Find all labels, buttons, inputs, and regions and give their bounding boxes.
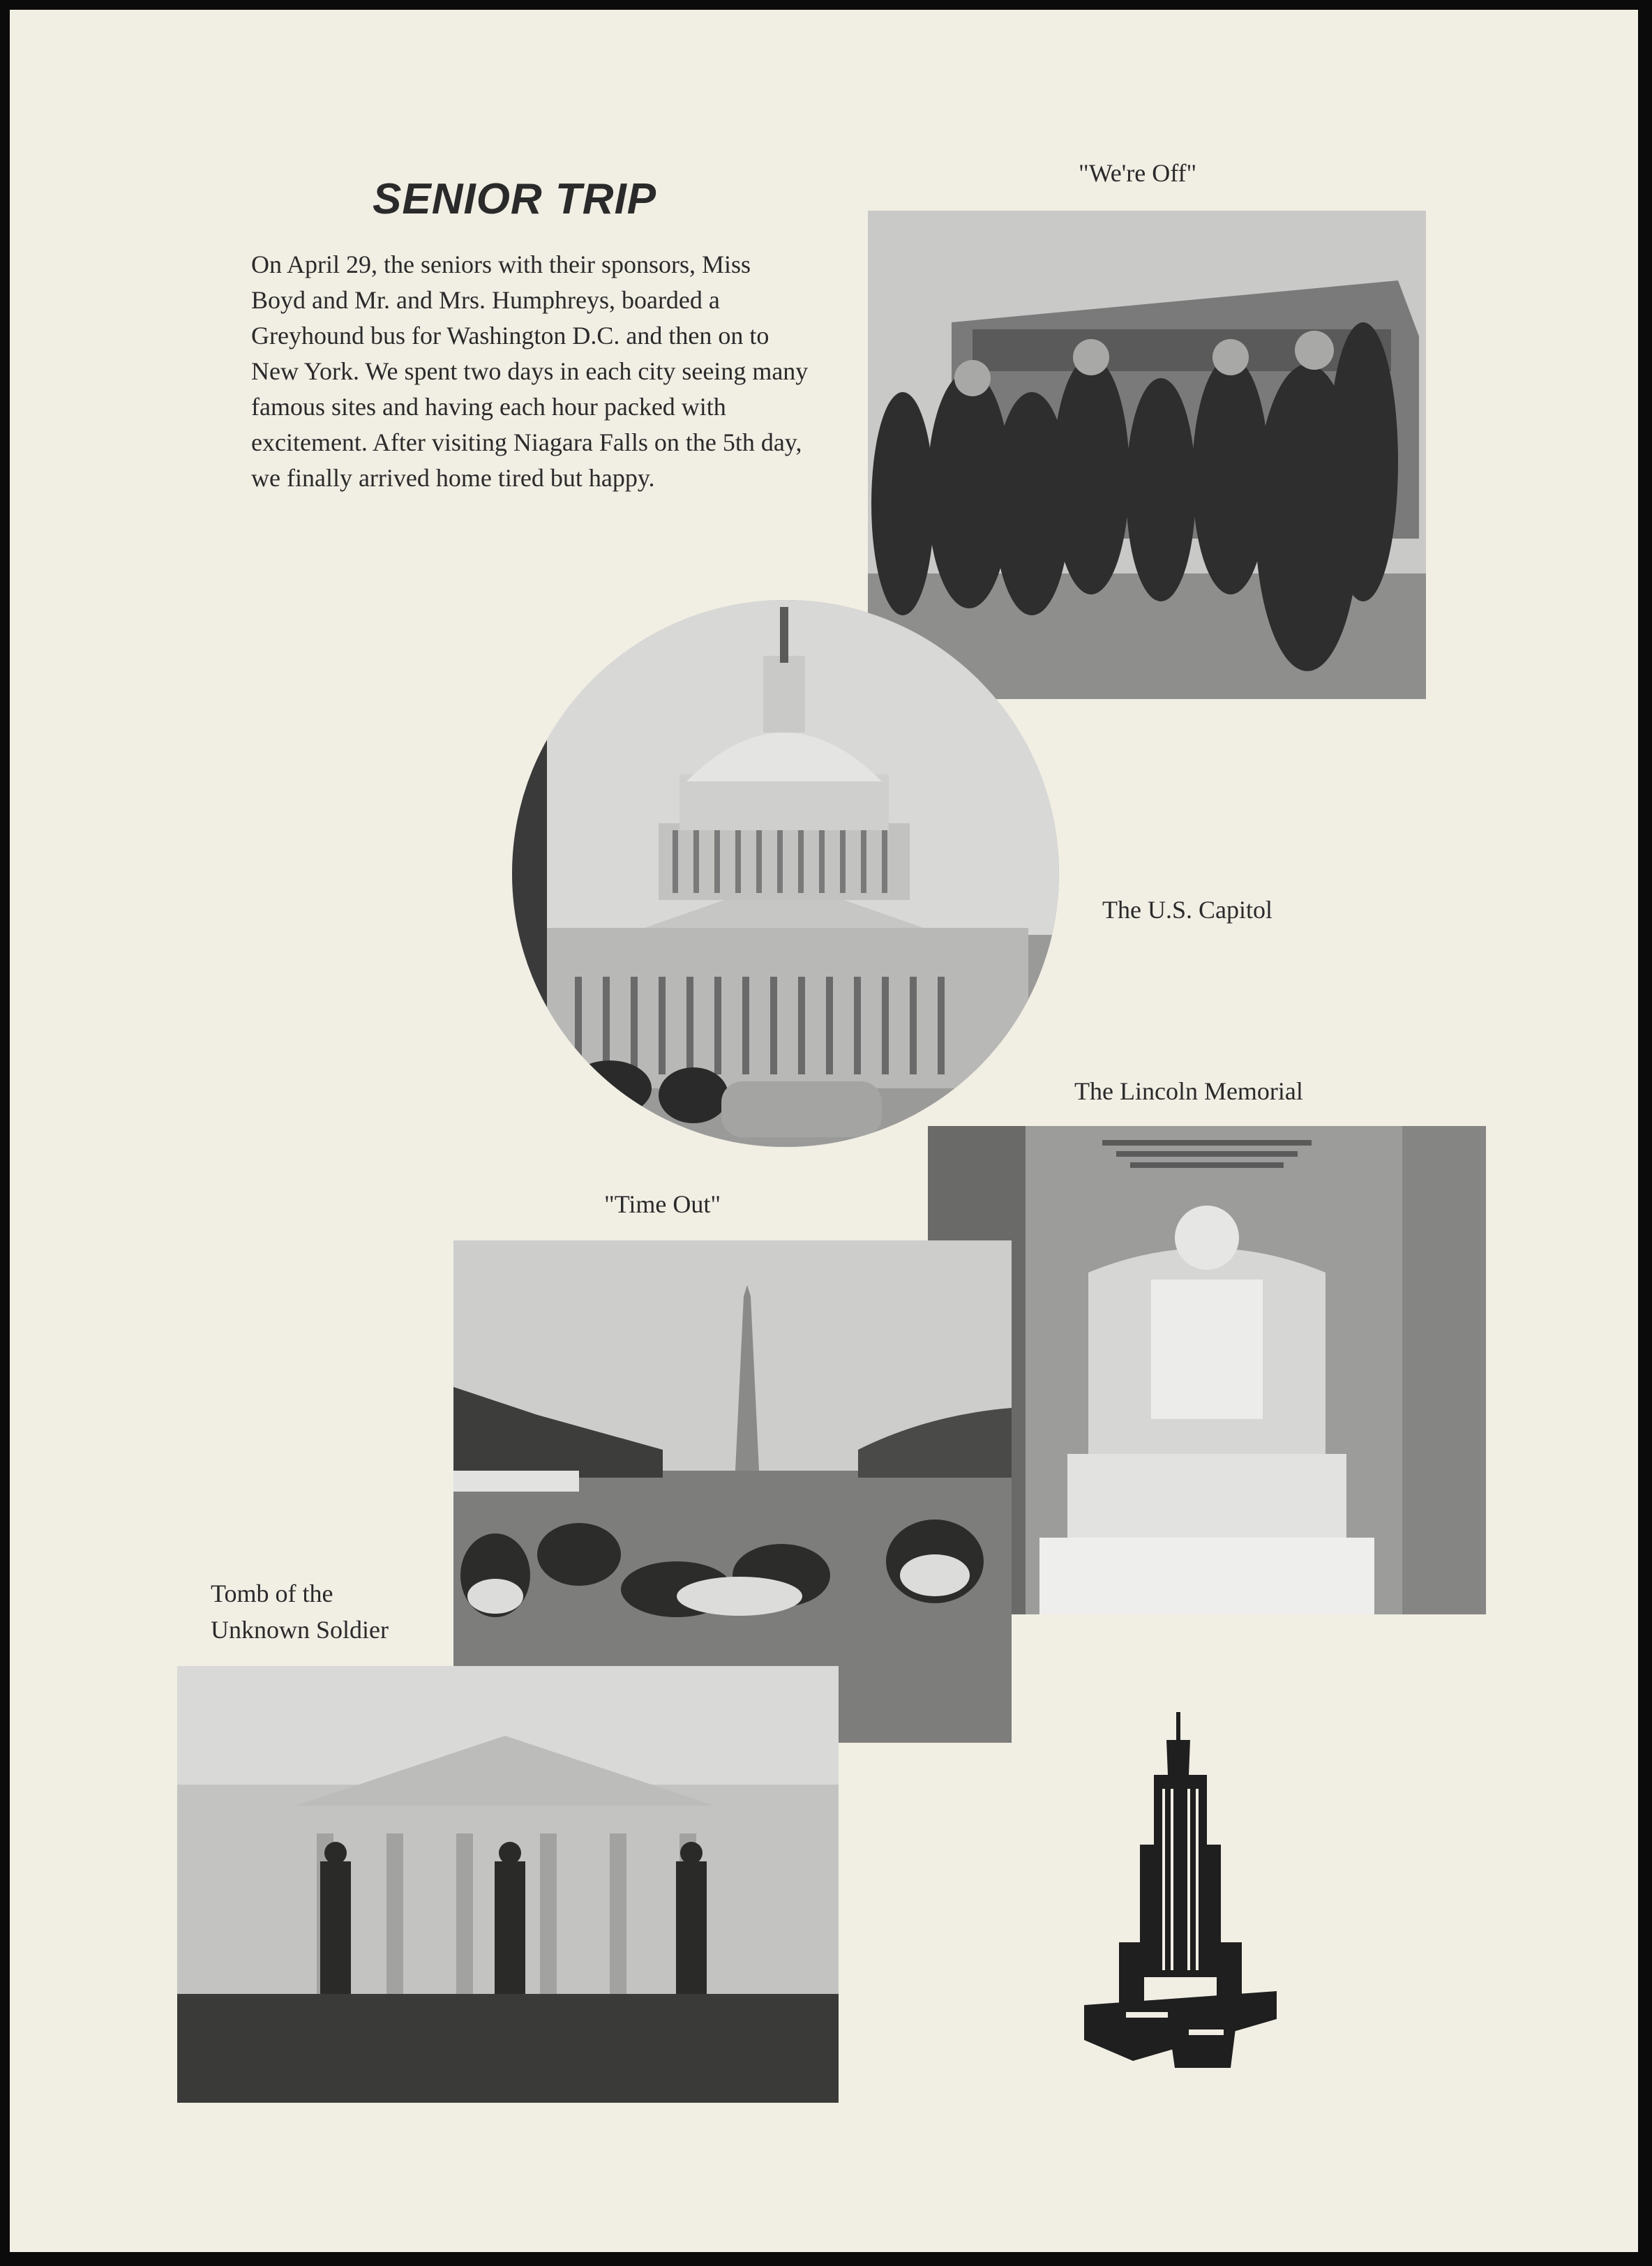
- yearbook-page: [10, 10, 1638, 2252]
- page-title: SENIOR TRIP: [373, 175, 657, 223]
- photo-lincoln-memorial: [928, 1126, 1486, 1614]
- photo-us-capitol: [512, 600, 1059, 1147]
- caption-tomb-line1: Tomb of the: [211, 1580, 333, 1607]
- photo-bus-departure: [868, 211, 1426, 699]
- caption-time-out: "Time Out": [604, 1190, 721, 1218]
- caption-lincoln-memorial: The Lincoln Memorial: [1074, 1077, 1303, 1105]
- caption-were-off: "We're Off": [1079, 159, 1197, 187]
- intro-paragraph: On April 29, the seniors with their sponsors, Miss Boyd and Mr. and Mrs. Humphreys, boarded a Greyhound bus for Washington D.C. and then on to New York. We spent two days in each city seeing many famous sites and having each hour packed with excitement. After visiting Niagara Falls on the 5th day, we finally arrived home tired but happy.: [251, 250, 809, 492]
- caption-us-capitol: The U.S. Capitol: [1102, 896, 1272, 924]
- caption-tomb-line2: Unknown Soldier: [211, 1616, 389, 1644]
- photo-tomb-unknown-soldier: [177, 1666, 839, 2103]
- empire-state-building-icon: [1084, 1712, 1277, 2068]
